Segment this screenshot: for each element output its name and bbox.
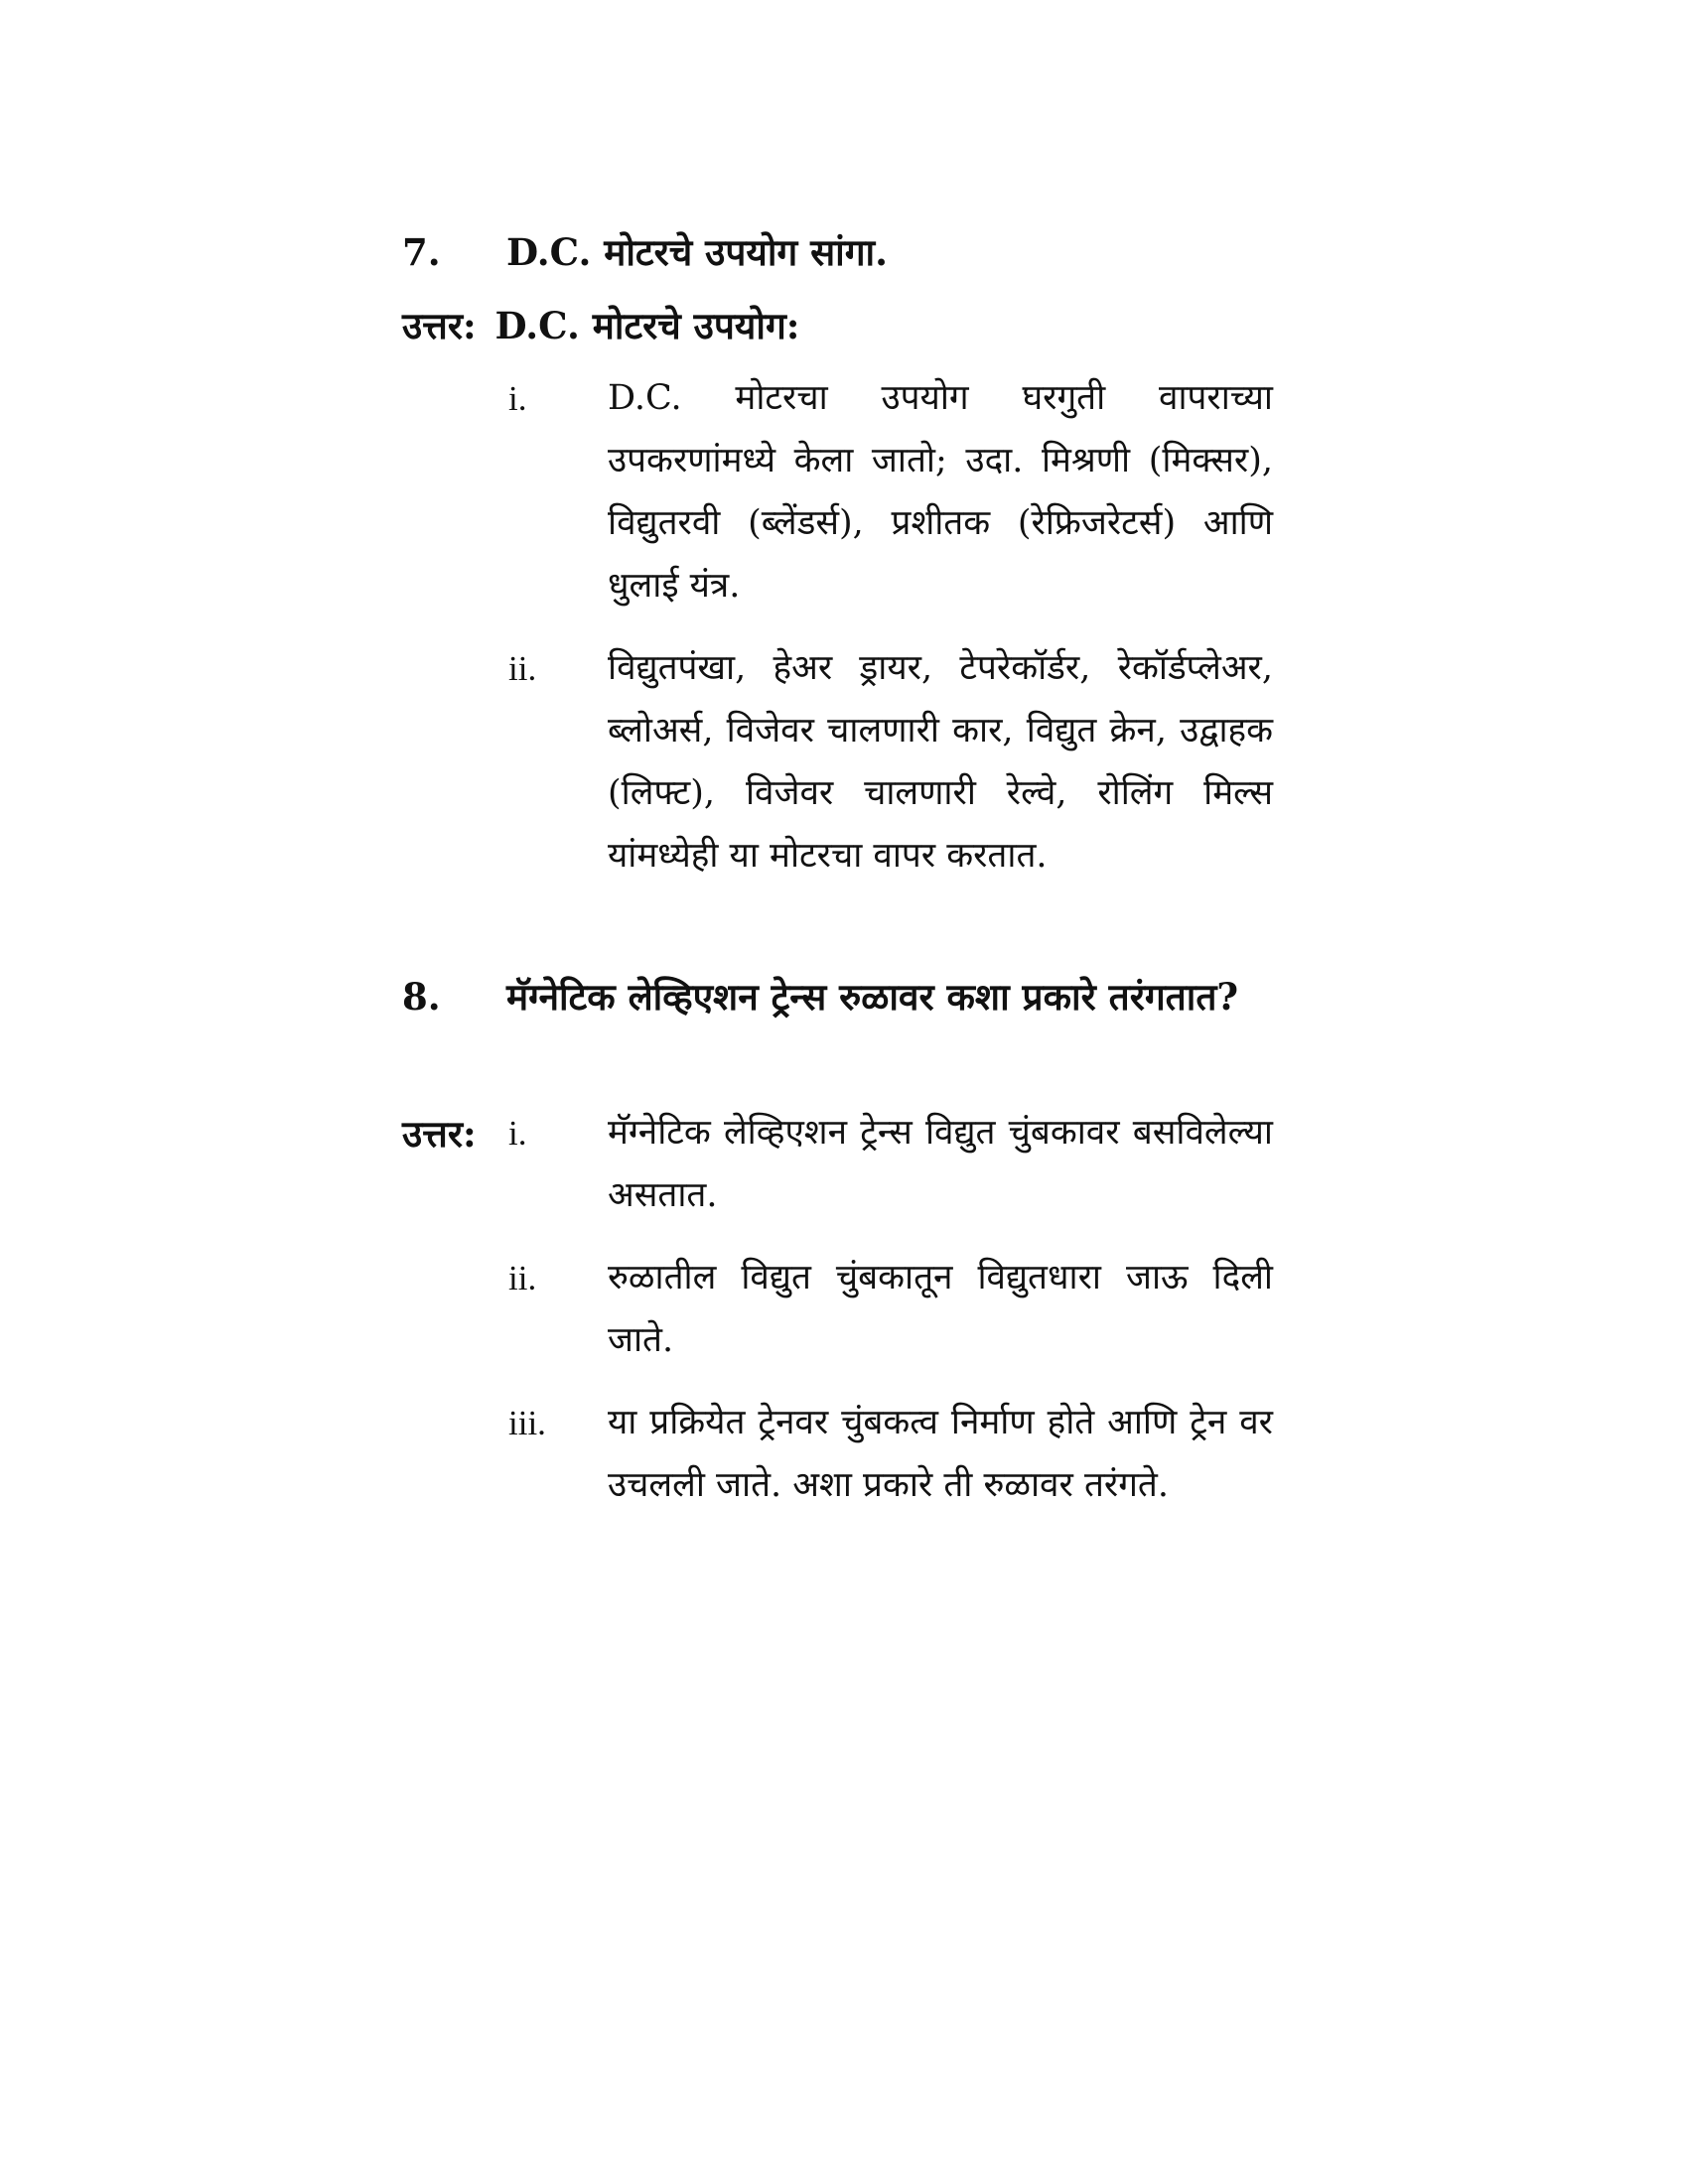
item-numeral: i. bbox=[508, 1114, 527, 1153]
item-numeral: iii. bbox=[508, 1404, 546, 1442]
answer-7-label-row bbox=[402, 294, 799, 357]
list-item bbox=[508, 637, 1273, 887]
item-text: मॅग्नेटिक लेव्हिएशन ट्रेन्स विद्युत चुंबकावर बसविलेल्या असतात. bbox=[608, 1113, 1273, 1215]
item-text: या प्रक्रियेत ट्रेनवर चुंबकत्व निर्माण होते आणि ट्रेन वर उचलली जाते. अशा प्रकारे ती रुळावर तरंगते. bbox=[608, 1403, 1273, 1505]
list-item bbox=[508, 1102, 1273, 1227]
answer-label: उत्तर: bbox=[402, 1112, 477, 1156]
list-item bbox=[508, 1392, 1273, 1517]
item-numeral: ii. bbox=[508, 1259, 537, 1297]
item-numeral: i. bbox=[508, 379, 527, 418]
question-number: 8. bbox=[402, 975, 441, 1019]
question-text: D.C. मोटरचे उपयोग सांगा. bbox=[506, 230, 889, 274]
question-7 bbox=[402, 220, 1276, 284]
answer-8-label-row bbox=[402, 1102, 477, 1165]
item-numeral: ii. bbox=[508, 649, 537, 688]
item-text: D.C. मोटरचा उपयोग घरगुती वापराच्या उपकरणांमध्ये केला जातो; उदा. मिश्रणी (मिक्सर), विद्युतरवी (ब्लेंडर्स), प्रशीतक (रेफ्रिजरेटर्स) आणि धुलाई यंत्र. bbox=[608, 378, 1273, 606]
question-8 bbox=[402, 965, 1276, 1028]
list-item bbox=[508, 367, 1273, 617]
list-item bbox=[508, 1247, 1273, 1372]
answer-8-list bbox=[508, 1102, 1273, 1537]
item-text: रुळातील विद्युत चुंबकातून विद्युतधारा जाऊ दिली जाते. bbox=[608, 1258, 1273, 1360]
question-number: 7. bbox=[402, 230, 441, 274]
answer-label: उत्तर: bbox=[402, 304, 477, 347]
item-text: विद्युतपंखा, हेअर ड्रायर, टेपरेकॉर्डर, रेकॉर्डप्लेअर, ब्लोअर्स, विजेवर चालणारी कार, विद्युत क्रेन, उद्वाहक (लिफ्ट), विजेवर चालणारी रेल्वे, रोलिंग मिल्स यांमध्येही या मोटरचा वापर करतात. bbox=[608, 648, 1273, 876]
answer-heading: D.C. मोटरचे उपयोग: bbox=[494, 304, 800, 347]
question-text: मॅग्नेटिक लेव्हिएशन ट्रेन्स रुळावर कशा प्रकारे तरंगतात? bbox=[506, 975, 1239, 1019]
answer-7-list bbox=[508, 367, 1273, 907]
